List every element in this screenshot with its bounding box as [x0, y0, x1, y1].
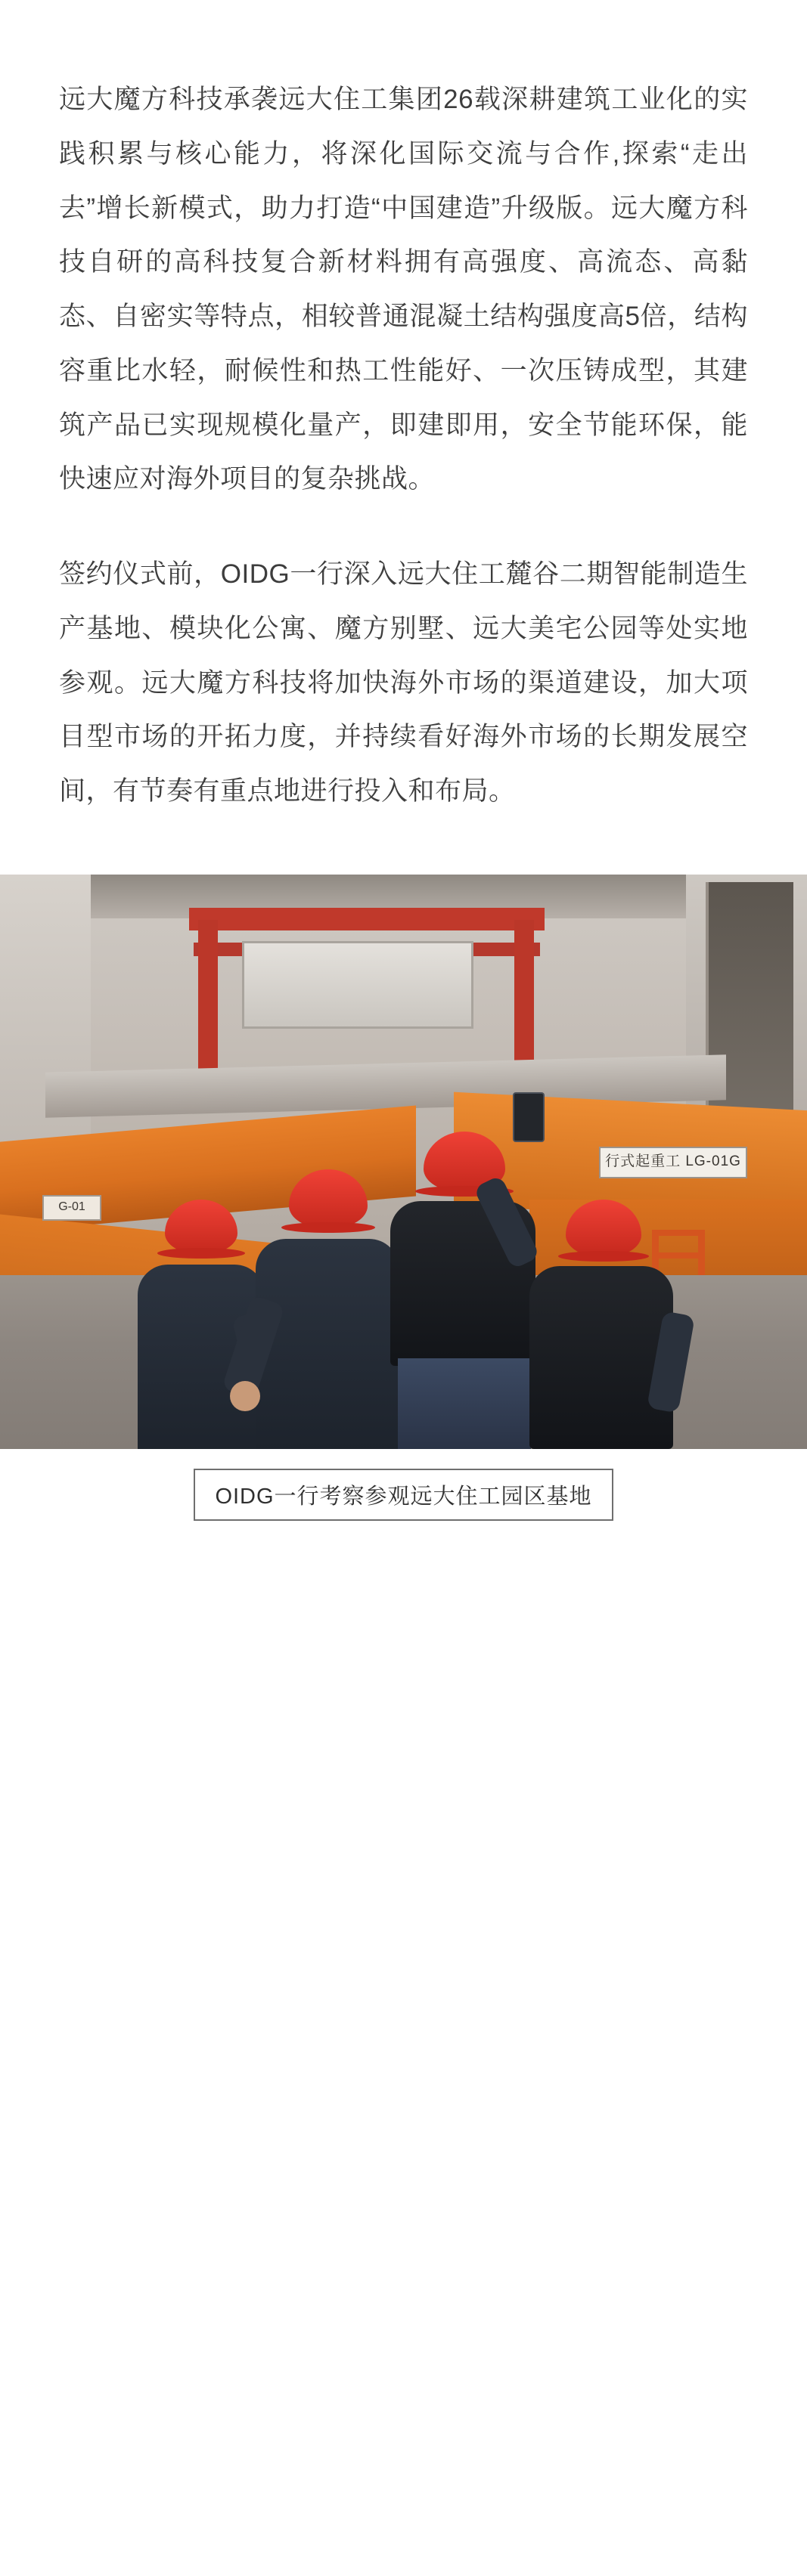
- phone-icon: [513, 1092, 545, 1142]
- paragraph-2: 签约仪式前，OIDG一行深入远大住工麓谷二期智能制造生产基地、模块化公寓、魔方别墅、远大美宅公园等处实地参观。远大魔方科技将加快海外市场的渠道建设，加大项目型市场的开拓力度，并持续看好海外市场的长期发展空间，有节奏有重点地进行投入和布局。: [59, 559, 748, 806]
- worker-3: [378, 1132, 545, 1449]
- equipment-tag-small: G-01: [42, 1195, 101, 1221]
- crane-leg-right: [514, 920, 534, 1079]
- article-body: [0, 0, 807, 819]
- worker-torso: [529, 1266, 673, 1449]
- factory-photo: [0, 875, 807, 1449]
- crane-cabin: [242, 941, 473, 1029]
- helmet-icon: [165, 1200, 237, 1254]
- worker-hand: [230, 1381, 260, 1411]
- equipment-tag-label: 行式起重工 LG-01G: [599, 1147, 747, 1178]
- figure-caption-text: OIDG一行考察参观远大住工园区基地: [194, 1469, 613, 1521]
- crane-leg-left: [198, 920, 218, 1079]
- helmet-icon: [289, 1169, 368, 1228]
- overhead-crane-rail: [189, 908, 545, 930]
- figure-caption: [0, 1449, 807, 1543]
- article-figure: [0, 875, 807, 1543]
- paragraph-1: 远大魔方科技承袭远大住工集团26载深耕建筑工业化的实践积累与核心能力，将深化国际交流与合作,探索“走出去”增长新模式，助力打造“中国建造”升级版。远大魔方科技自研的高科技复合新材料拥有高强度、高流态、高黏态、自密实等特点，相较普通混凝土结构强度高5倍，结构容重比水轻，耐候性和热工性能好、一次压铸成型，其建筑产品已实现规模化量产，即建即用，安全节能环保，能快速应对海外项目的复杂挑战。: [59, 85, 748, 494]
- worker-4: [522, 1200, 681, 1449]
- helmet-icon: [566, 1200, 641, 1257]
- worker-jeans: [398, 1358, 531, 1449]
